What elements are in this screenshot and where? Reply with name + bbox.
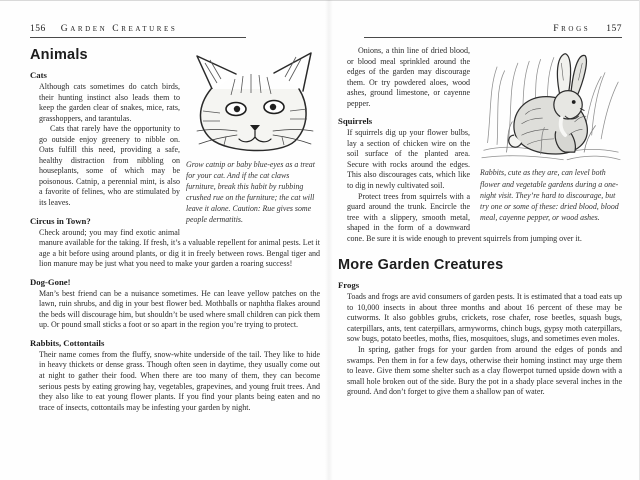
subheading-dog-gone: Dog-Gone! bbox=[30, 276, 71, 287]
frogs-paragraph-1: Toads and frogs are avid consumers of garden pests. It is estimated that a toad eats up to 10,000 insects in about three months and about 16 percent of these may be cutworms. It also gobbles grubs, crickets, rose chafer, rose beetles, squash bugs, caterpillars, ants, tent caterpillars, armyworms, chinch bugs, gypsy moth caterpillars, sow bugs, potato beetles, moths, flies, mosquitoes, slugs, and sometimes even moles. bbox=[347, 292, 622, 344]
cat-figure-caption: Grow catnip or baby blue-eyes as a treat for your cat. And if the cat claws furniture, break this habit by rubbing crushed rue on the furniture; the cat will leave it alone. Caution: Rue gives some people dermatitis. bbox=[186, 160, 315, 225]
folio-right: 157 bbox=[606, 24, 622, 34]
subheading-frogs: Frogs bbox=[338, 280, 360, 291]
subheading-cats: Cats bbox=[30, 70, 47, 80]
section-heading-more-garden-creatures: More Garden Creatures bbox=[338, 257, 504, 274]
running-head-right bbox=[338, 24, 622, 34]
head-rule-right bbox=[364, 37, 622, 38]
page-left bbox=[30, 24, 320, 413]
scan-edge-top bbox=[0, 0, 640, 1]
circus-paragraph-1: Check around; you may find exotic animal manure available for the taking. If fresh, it’s a valuable repellent for animal pests. Let it age a bit before using around plants, or dig it in freely between rows. Bengal tiger and lion manure may be just what you need to make your garden a roaring success! bbox=[39, 227, 320, 269]
cat-illustration bbox=[190, 49, 320, 155]
subheading-squirrels: Squirrels bbox=[338, 116, 373, 127]
subheading-rabbits-cottontails: Rabbits, Cottontails bbox=[30, 337, 105, 348]
cats-paragraph-2: Cats that rarely have the opportunity to go outside enjoy greenery to nibble on. Oats fulfill this need, providing a safe, healthy distraction from nibbling on houseplants, some of which may be poisonous. Catnip, a perennial mint, is also a favorite of felines, who are stimulated by its leaves. bbox=[39, 124, 180, 208]
running-head-left-title: Garden Creatures bbox=[60, 24, 178, 34]
rabbit-figure-caption: Rabbits, cute as they are, can level both flower and vegetable gardens during a one-night visit. They’re hard to discourage, but try one or some of these: dried blood, blood meal, cayenne pepper, or wood ashes. bbox=[480, 168, 619, 222]
page-right bbox=[338, 24, 622, 398]
onions-paragraph: Onions, a thin line of dried blood, or blood meal sprinkled around the edges of the garden may discourage them. Or try powdered aloes, wood ashes, ground limestone, or cayenne pepper. bbox=[347, 46, 470, 108]
section-heading-animals: Animals bbox=[30, 47, 88, 63]
cat-figure bbox=[186, 49, 320, 225]
page-left-body bbox=[30, 47, 320, 413]
head-rule-left bbox=[30, 37, 246, 38]
folio-left: 156 bbox=[30, 24, 46, 34]
running-head-right-title: Frogs bbox=[553, 24, 591, 34]
squirrels-paragraph-1: If squirrels dig up your flower bulbs, lay a section of chicken wire on the soil surface of the planted area. Secure with rocks around the edges. This also discourages cats, which like to dig in newly cultivated soil. bbox=[347, 128, 470, 191]
page-gutter bbox=[325, 0, 333, 480]
rabbit-illustration bbox=[480, 48, 622, 163]
dog-gone-paragraph-1: Man’s best friend can be a nuisance sometimes. He can leave yellow patches on the lawn, ruin shrubs, and dig in your best flower bed. Mothballs or naphtha flakes around the beds will discourage him, but shouldn’t be used where small children can pick them up. Or pound small sticks a foot or so apart in the region you’re trying to protect. bbox=[39, 288, 320, 330]
running-head-left bbox=[30, 24, 320, 34]
cats-paragraph-1: Although cats sometimes do catch birds, their hunting instinct also leads them to keep the garden clear of snakes, mice, rats, grasshoppers, and tarantulas. bbox=[39, 82, 180, 123]
subheading-circus: Circus in Town? bbox=[30, 215, 91, 226]
page-right-body bbox=[338, 46, 622, 398]
squirrels-paragraph-2: Protect trees from squirrels with a guard around the trunk. Encircle the tree with a slippery, smooth metal, shaped in the form of a downward cone. Be sure it is wide enough to prevent squirrels from jumping over it. bbox=[347, 191, 582, 243]
rabbits-paragraph-1: Their name comes from the fluffy, snow-white underside of the tail. They like to hide in heavy thickets or dense grass. Though often seen in daytime, they usually come out at night to gather their food. When there are too many of them, they can become serious pests by eating growing hay, vegetables, grapevines, and young fruit trees. And they also like to eat young flower plants. If you find your plants being eaten and no trace of insects, cottontails may be infesting your garden by night. bbox=[39, 349, 320, 412]
rabbit-figure bbox=[480, 48, 622, 223]
frogs-paragraph-2: In spring, gather frogs for your garden from around the edges of ponds and swamps. Pen them in for a few days, otherwise their homing instinct may urge them to leave. Give them some shelter such as a clay flowerpot turned upside down with a small hole broken out of the side. Bury the pot in a shady place several inches in the ground. And don’t forget to give them a shallow pan of water. bbox=[347, 345, 622, 397]
